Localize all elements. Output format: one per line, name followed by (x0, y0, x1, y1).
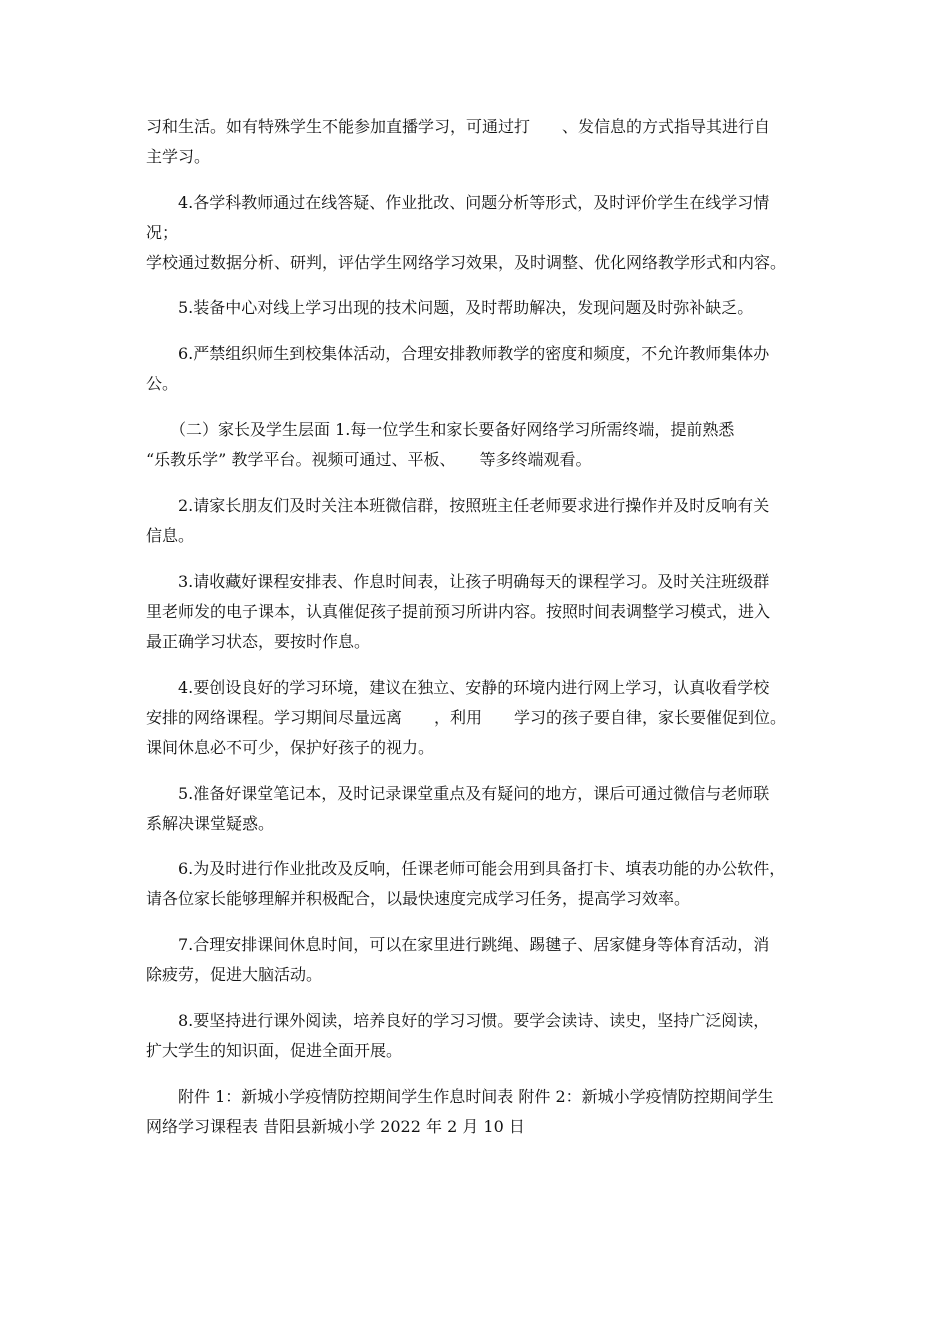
text-line: 公。 (146, 374, 179, 393)
text-line: 除疲劳，促进大脑活动。 (146, 965, 323, 984)
text-line: 4.各学科教师通过在线答疑、作业批改、问题分析等形式，及时评价学生在线学习情 (178, 193, 770, 212)
text-line: 扩大学生的知识面，促进全面开展。 (146, 1041, 403, 1060)
text-line: 习和生活。如有特殊学生不能参加直播学习，可通过打 、发信息的方式指导其进行自 (146, 117, 771, 136)
text-line: 安排的网络课程。学习期间尽量远离 ，利用 学习的孩子要自律，家长要催促到位。 (146, 708, 787, 727)
text-line: 请各位家长能够理解并积极配合，以最快速度完成学习任务，提高学习效率。 (146, 889, 691, 908)
text-line: 5.准备好课堂笔记本，及时记录课堂重点及有疑问的地方，课后可通过微信与老师联 (178, 784, 770, 803)
text-line: 2.请家长朋友们及时关注本班微信群，按照班主任老师要求进行操作并及时反响有关 (178, 496, 770, 515)
text-line: 5.装备中心对线上学习出现的技术问题，及时帮助解决，发现问题及时弥补缺乏。 (178, 298, 754, 317)
text-line: 最正确学习状态，要按时作息。 (146, 632, 371, 651)
text-line: 主学习。 (146, 147, 211, 166)
text-line: 网络学习课程表 昔阳县新城小学 2022 年 2 月 10 日 (146, 1117, 525, 1136)
text-line: （二）家长及学生层面 1.每一位学生和家长要备好网络学习所需终端，提前熟悉 (170, 420, 735, 439)
text-line: 4.要创设良好的学习环境，建议在独立、安静的环境内进行网上学习，认真收看学校 (178, 678, 770, 697)
text-line: 课间休息必不可少，保护好孩子的视力。 (146, 738, 435, 757)
text-line: 信息。 (146, 526, 195, 545)
text-line: 系解决课堂疑惑。 (146, 814, 275, 833)
text-line: 况； (146, 223, 179, 242)
text-line: “乐教乐学” 教学平台。视频可通过、平板、 等多终端观看。 (146, 450, 592, 469)
text-line: 6.为及时进行作业批改及反响，任课老师可能会用到具备打卡、填表功能的办公软件， (178, 859, 786, 878)
text-line: 6.严禁组织师生到校集体活动，合理安排教师教学的密度和频度，不允许教师集体办 (178, 344, 770, 363)
text-line: 3.请收藏好课程安排表、作息时间表，让孩子明确每天的课程学习。及时关注班级群 (178, 572, 770, 591)
text-line: 学校通过数据分析、研判，评估学生网络学习效果，及时调整、优化网络教学形式和内容。 (146, 253, 787, 272)
text-line: 里老师发的电子课本，认真催促孩子提前预习所讲内容。按照时间表调整学习模式，进入 (146, 602, 771, 621)
text-line: 附件 1：新城小学疫情防控期间学生作息时间表 附件 2：新城小学疫情防控期间学生 (178, 1087, 774, 1106)
text-line: 7.合理安排课间休息时间，可以在家里进行跳绳、踢毽子、居家健身等体育活动，消 (178, 935, 770, 954)
text-line: 8.要坚持进行课外阅读，培养良好的学习习惯。要学会读诗、读史，坚持广泛阅读， (178, 1011, 770, 1030)
